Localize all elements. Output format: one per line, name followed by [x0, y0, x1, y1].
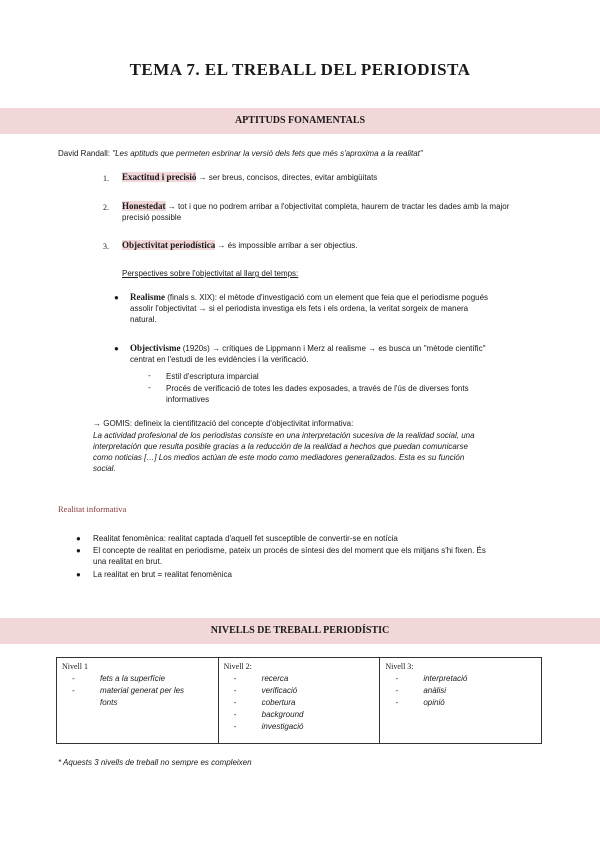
level-1-title: Nivell 1 — [62, 662, 88, 671]
item-1 — [122, 172, 552, 183]
item-3-text: → és impossible arribar a ser objectius. — [215, 241, 358, 250]
level-2-item: - background — [233, 710, 304, 719]
gomis-quote-3: como noticias […] Los medios actúan de este modo como mediadores generalizados. Esta es su función — [93, 453, 465, 462]
realisme-line2: assolir l'objectivitat → si el periodista investiga els fets i els ordena, la veritat sorgeix de manera — [130, 304, 469, 313]
level-3-item: - anàlisi — [395, 686, 446, 695]
quote-line — [58, 148, 558, 159]
level-3-cell — [380, 658, 542, 744]
bullet-realisme: ● — [114, 293, 119, 302]
bullet-realitat-2: ● — [76, 546, 81, 555]
gomis-quote-1: La actividad profesional de los periodistas consiste en una interpretación sucesiva de la realidad social, una — [93, 431, 475, 440]
objectivisme-block — [130, 343, 560, 365]
level-1-item: fonts — [100, 698, 118, 707]
gomis-line: → GOMIS: defineix la cientifització del concepte d'objectivitat informativa: — [93, 419, 354, 428]
item-number-1: 1. — [103, 174, 109, 183]
realitat-item-2 — [93, 545, 563, 567]
objectivisme-line2: centrat en l'estudi de les evidències i la verificació. — [130, 355, 309, 364]
level-2-item: - cobertura — [233, 698, 296, 707]
item-1-text: → ser breus, concisos, directes, evitar ambigüitats — [196, 173, 378, 182]
realisme-term: Realisme — [130, 292, 165, 302]
realitat-item-2b: una realitat en brut. — [93, 557, 162, 566]
section-heading-aptituds: APTITUDS FONAMENTALS — [0, 108, 600, 134]
level-1-item: - material generat per les — [72, 686, 185, 695]
level-3-title: Nivell 3: — [385, 662, 414, 671]
realitat-item-2a: El concepte de realitat en periodisme, pateix un procés de síntesi des del moment que els mitjans s'hi fixen. És — [93, 546, 486, 555]
level-2-item: - investigació — [233, 722, 304, 731]
levels-table — [56, 657, 542, 744]
item-2-text: → tot i que no podrem arribar a l'objectivitat completa, haurem de tractar les dades amb la major — [165, 202, 510, 211]
gomis-quote — [93, 430, 553, 474]
level-2-item: - recerca — [233, 674, 289, 683]
realitat-item-1: Realitat fenomènica: realitat captada d'aquell fet susceptible de convertir-se en notícia — [93, 534, 398, 543]
level-1-item: - fets a la superfície — [72, 674, 165, 683]
section-heading-nivells: NIVELLS DE TREBALL PERIODÍSTIC — [0, 618, 600, 644]
level-3-item: - interpretació — [395, 674, 468, 683]
level-2-cell — [218, 658, 380, 744]
item-2 — [122, 201, 562, 223]
level-3-item: - opinió — [395, 698, 445, 707]
quote-text: "Les aptituds que permeten esbrinar la versió dels fets que més s'aproxima a la realitat" — [112, 149, 423, 158]
realisme-block — [130, 292, 560, 325]
realisme-line3: natural. — [130, 315, 157, 324]
realisme-line1: : el mètode d'investigació com un element que feia que el periodisme pogués — [214, 293, 489, 302]
level-1-cell — [57, 658, 219, 744]
bullet-realitat-1: ● — [76, 534, 81, 543]
objectivisme-sub2b: informatives — [166, 395, 210, 404]
realitat-item-3: La realitat en brut = realitat fenomènica — [93, 570, 232, 579]
bullet-objectivisme: ● — [114, 344, 119, 353]
item-number-2: 2. — [103, 203, 109, 212]
dash-2: - — [148, 383, 151, 392]
footnote: * Aquests 3 nivells de treball no sempre es compleixen — [58, 758, 252, 767]
page-title: TEMA 7. EL TREBALL DEL PERIODISTA — [129, 60, 471, 79]
gomis-quote-4: social. — [93, 464, 116, 473]
level-2-item: - verificació — [233, 686, 298, 695]
item-2-text-cont: precisió possible — [122, 213, 182, 222]
perspectives-title: Perspectives sobre l'objectivitat al llarg del temps: — [122, 269, 299, 278]
realitat-heading: Realitat informativa — [58, 504, 127, 514]
item-1-term: Exactitud i precisió — [122, 172, 197, 182]
quote-author: David Randall: — [58, 149, 111, 158]
objectivisme-sub2a: Procés de verificació de totes les dades exposades, a través de l'ús de diverses fonts — [166, 384, 469, 393]
item-2-term: Honestedat — [122, 201, 166, 211]
item-3-term: Objectivitat periodística — [122, 240, 216, 250]
objectivisme-line1: → crítiques de Lippmann i Merz al realisme → es busca un "mètode científic" — [209, 344, 486, 353]
bullet-realitat-3: ● — [76, 570, 81, 579]
objectivisme-term: Objectivisme — [130, 343, 181, 353]
objectivisme-sub1: Estil d'escriptura imparcial — [166, 372, 259, 381]
realisme-paren: (finals s. XIX) — [165, 293, 215, 302]
level-2-title: Nivell 2: — [223, 662, 252, 671]
objectivisme-sub2 — [166, 383, 546, 405]
dash-1: - — [148, 371, 151, 380]
item-3 — [122, 240, 552, 251]
item-number-3: 3. — [103, 242, 109, 251]
objectivisme-paren: (1920s) — [180, 344, 210, 353]
gomis-quote-2: interpretación que resulta posible gracias a la reducción de la realidad a hechos que puedan comunicarse — [93, 442, 468, 451]
